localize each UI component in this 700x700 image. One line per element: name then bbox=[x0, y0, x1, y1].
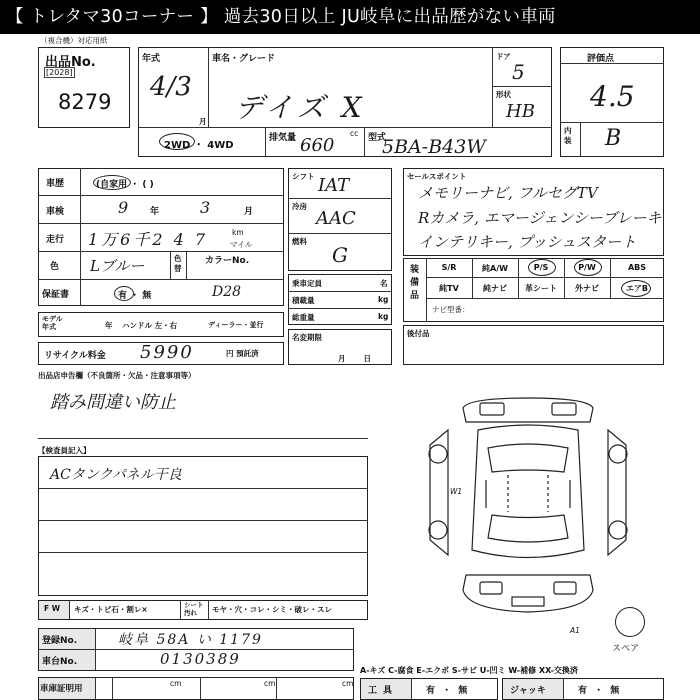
displacement-unit: cc bbox=[350, 129, 359, 138]
equip-power-window: P/W bbox=[578, 263, 596, 272]
sales-points-line3: インテリキー, プッシュスタート bbox=[418, 233, 637, 251]
weight-label: 総重量 bbox=[292, 313, 315, 322]
inspector-notes-value: ACタンクパネル干良 bbox=[50, 467, 182, 483]
mileage-value: 1万6千2 4 7 bbox=[88, 230, 209, 249]
fuel-value: G bbox=[332, 243, 348, 267]
equip-pw-circle bbox=[574, 259, 602, 276]
model-year-label: モデル年式 bbox=[42, 315, 63, 331]
warranty-options: 有 ・ 無 bbox=[118, 291, 152, 301]
inspection-label: 車検 bbox=[46, 207, 65, 217]
equip-ext-navi: 外ナビ bbox=[575, 284, 599, 293]
cert-cm1: cm bbox=[170, 679, 182, 688]
equip-leather: 革シート bbox=[525, 284, 557, 293]
model-year-unit: 年 bbox=[105, 321, 113, 330]
registration-label: 登録No. bbox=[42, 636, 78, 646]
recycle-unit: 円 預託済 bbox=[226, 349, 259, 358]
equip-ps-circle bbox=[528, 259, 556, 276]
tools-options: 有 ・ 無 bbox=[426, 686, 470, 696]
history-label: 車歴 bbox=[46, 179, 65, 189]
banner: 【 トレタマ30コーナー 】 過去30日以上 JU岐阜に出品歴がない車両 bbox=[0, 0, 700, 34]
name-change-unit: 月日 bbox=[338, 354, 389, 363]
lot-label: 出品No. bbox=[45, 55, 96, 70]
top-note: （複合機）対応用紙 bbox=[40, 36, 108, 45]
score-value: 4.5 bbox=[590, 80, 635, 113]
interior-label: 内装 bbox=[564, 126, 572, 145]
color-value: Lブルー bbox=[90, 257, 145, 275]
ac-value: AAC bbox=[316, 208, 356, 229]
mileage-label: 走行 bbox=[46, 235, 65, 245]
chassis-label: 車台No. bbox=[42, 657, 78, 667]
fw-label: F W bbox=[44, 604, 61, 613]
inspection-year: 9 bbox=[118, 198, 129, 217]
load-unit: kg bbox=[378, 295, 389, 304]
diagram-mark-a1: A1 bbox=[570, 626, 580, 635]
inspection-year-unit: 年 bbox=[150, 207, 160, 217]
interior-value: B bbox=[605, 126, 622, 151]
lot-badge: [2028] bbox=[46, 68, 73, 77]
dealer-options: ディーラー・並行 bbox=[208, 321, 264, 329]
displacement-value: 660 bbox=[300, 135, 335, 156]
equip-airbag: エアB bbox=[625, 284, 649, 293]
jack-label: ジャッキ bbox=[510, 686, 546, 696]
load-label: 積載量 bbox=[292, 296, 315, 305]
equip-abs: ABS bbox=[627, 263, 647, 272]
doors-value: 5 bbox=[512, 60, 525, 84]
model-value: デイズ X bbox=[235, 91, 366, 124]
equip-airbag-circle bbox=[621, 280, 651, 297]
model-code-label: 型式 bbox=[368, 133, 387, 143]
equip-navi: 純ナビ bbox=[483, 284, 507, 293]
shift-label: シフト bbox=[292, 172, 315, 181]
chassis-value: 0130389 bbox=[160, 650, 241, 668]
car-diagram bbox=[408, 390, 648, 640]
fuel-label: 燃料 bbox=[292, 237, 307, 246]
recycle-value: 5990 bbox=[140, 342, 194, 363]
equip-sr: S/R bbox=[441, 263, 457, 272]
mileage-mile: マイル bbox=[230, 240, 253, 249]
sales-points-line2: Rカメラ, エマージェンシーブレーキ bbox=[418, 209, 662, 227]
color-change-label: 色替 bbox=[174, 254, 182, 273]
year-value: 4/3 bbox=[150, 72, 192, 102]
inspection-month: 3 bbox=[200, 198, 211, 217]
diagram-mark-w1: W1 bbox=[450, 487, 463, 496]
equip-alloy-wheel: 純A/W bbox=[482, 264, 508, 273]
model-code-value: 5BA-B43W bbox=[382, 136, 486, 158]
cert-cm2: cm bbox=[264, 679, 276, 688]
body-value: HB bbox=[506, 101, 535, 122]
cert-cm3: cm bbox=[342, 679, 354, 688]
jack-options: 有 ・ 無 bbox=[578, 686, 622, 696]
navi-model-label: ナビ型番： bbox=[432, 305, 470, 314]
warranty-label: 保証書 bbox=[42, 290, 70, 300]
doors-label: ドア bbox=[496, 52, 511, 61]
capacity-unit: 名 bbox=[380, 279, 388, 288]
color-label: 色 bbox=[50, 262, 60, 272]
body-label: 形状 bbox=[496, 90, 511, 99]
inspection-month-unit: 月 bbox=[244, 207, 254, 217]
equip-tv: 純TV bbox=[439, 284, 459, 293]
shift-value: IAT bbox=[318, 175, 350, 196]
recycle-label: リサイクル料金 bbox=[44, 351, 106, 361]
seller-notes-value: 踏み間違い防止 bbox=[50, 392, 176, 413]
history-options: (自家用 ・ ( ) bbox=[96, 180, 154, 190]
damage-legend: A-キズ C-腐食 E-エクボ S-サビ U-凹ミ W-補修 XX-交換済 bbox=[360, 666, 578, 675]
equip-power-steering: P/S bbox=[533, 263, 549, 272]
ac-label: 冷房 bbox=[292, 202, 307, 211]
tools-label: 工具 bbox=[368, 686, 399, 696]
cert-label: 車庫証明用 bbox=[40, 684, 83, 694]
sales-points-label: セールスポイント bbox=[407, 172, 467, 181]
weight-unit: kg bbox=[378, 312, 389, 321]
sheet-text: モヤ・穴・コレ・シミ・破レ・スレ bbox=[212, 605, 332, 614]
handle-options: ハンドル 左・右 bbox=[122, 321, 178, 330]
inspector-notes-label: 【検査員記入】 bbox=[38, 446, 91, 455]
displacement-label: 排気量 bbox=[269, 133, 297, 143]
year-label: 年式 bbox=[142, 54, 161, 64]
car-front-view bbox=[463, 398, 593, 422]
aftermarket-box bbox=[403, 325, 664, 365]
spare-tire-icon bbox=[615, 607, 645, 637]
registration-value: 岐阜 58A い 1179 bbox=[118, 632, 263, 648]
seller-notes-label: 出品店申告欄（不良箇所・欠品・注意事項等） bbox=[38, 371, 196, 380]
color-no-label: カラーNo. bbox=[205, 256, 250, 266]
sheet-label: シート汚れ bbox=[184, 601, 204, 617]
drive-options: 2WD ・ 4WD bbox=[164, 140, 234, 151]
aftermarket-label: 後付品 bbox=[407, 329, 430, 338]
score-label: 評価点 bbox=[587, 54, 615, 64]
year-unit: 月 bbox=[199, 117, 207, 126]
mileage-km: km bbox=[232, 228, 244, 237]
fw-text: キズ・トビ石・割レ× bbox=[74, 605, 148, 614]
name-change-label: 名変期限 bbox=[292, 333, 322, 342]
lot-number: 8279 bbox=[58, 90, 112, 114]
color-code-value: D28 bbox=[212, 284, 242, 300]
sales-points-line1: メモリーナビ, フルセグTV bbox=[418, 184, 598, 202]
model-label: 車名・グレード bbox=[212, 54, 276, 64]
equipment-label: 装備品 bbox=[410, 265, 420, 301]
spare-label: スペア bbox=[612, 644, 640, 654]
capacity-label: 乗車定員 bbox=[292, 279, 322, 288]
